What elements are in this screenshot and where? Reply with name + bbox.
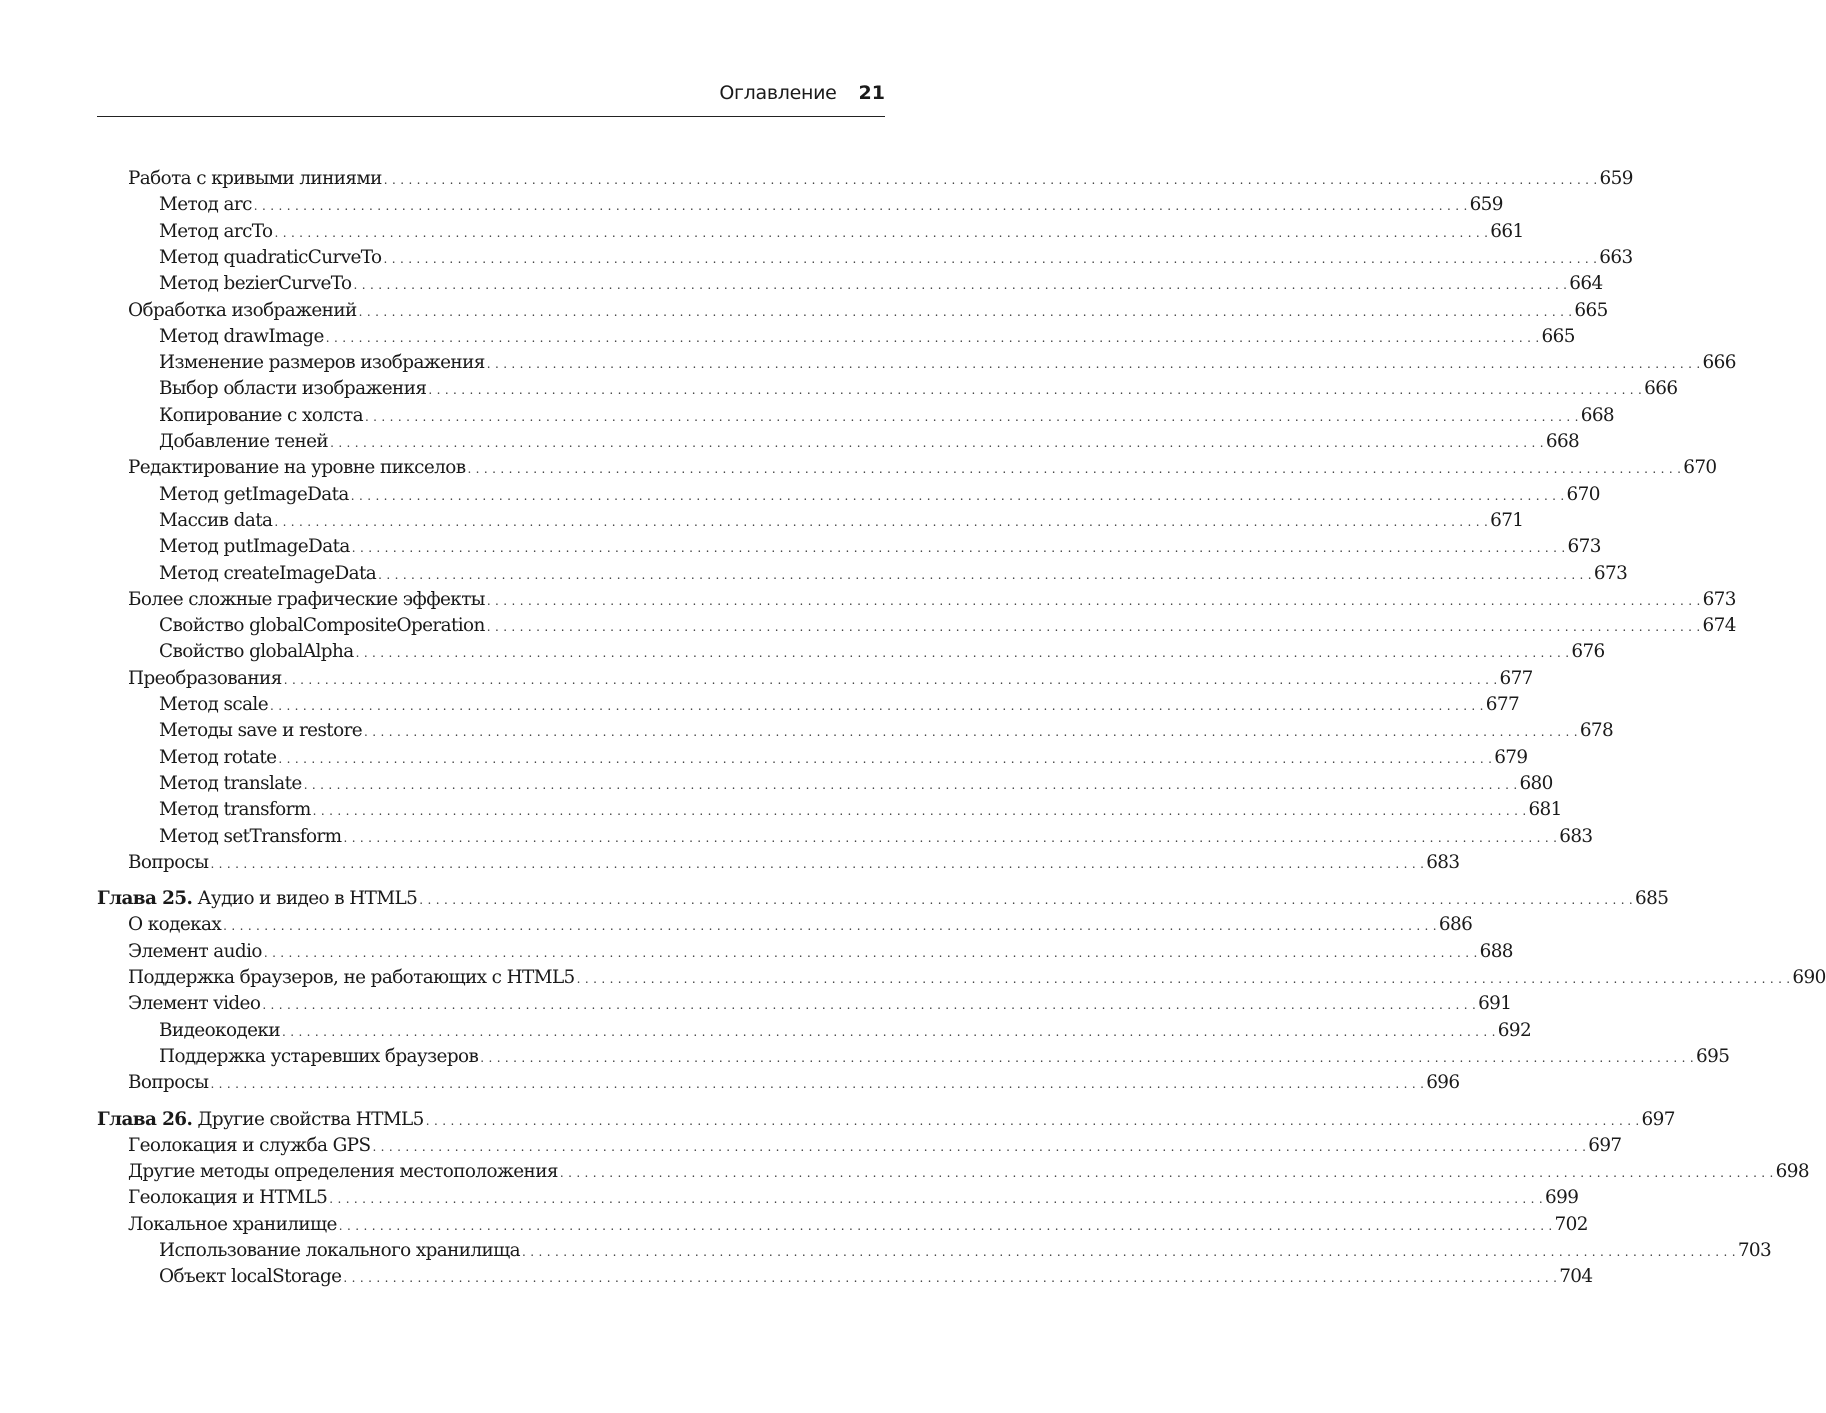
toc-entry-page-number: 680 xyxy=(1519,772,1553,794)
toc-entry-label xyxy=(159,613,485,639)
dot-leader: . . . . . . . . . . . . . . . . . . . . . . . . . . . . . . . . . . . . . . . . . . . . . . . . . . . . . . . . . . . . . . . . . . . . . . . . . . . . . . . . . . . . . . . . . . . . . . . . . . . . . . . . . . . . . . . . . . . . . . . . . . . . . . . . . . . . . . . . . . . . . . . . . . . . xyxy=(274,514,1489,529)
toc-entry-title: Метод scale xyxy=(159,694,268,715)
toc-entry-title: Массив data xyxy=(159,509,273,531)
toc-entry-label xyxy=(159,429,328,455)
toc-entry-title: Поддержка браузеров, не работающих с HTML5 xyxy=(128,967,575,988)
toc-entry-page-number: 668 xyxy=(1580,404,1615,426)
toc-entry-title: Метод arcTo xyxy=(159,220,273,242)
toc-entry[interactable] xyxy=(159,824,1593,850)
toc-entry-page-number: 671 xyxy=(1490,509,1524,531)
dot-leader: . . . . . . . . . . . . . . . . . . . . . . . . . . . . . . . . . . . . . . . . . . . . . . . . . . . . . . . . . . . . . . . . . . . . . . . . . . . . . . . . . . . . . . . . . . . . . . . . . . . . . . . . . . . . . . . . . . . . . . . . . . . . . . . . . . . . . . . . . . . . . . . . . . . . xyxy=(378,567,1592,582)
toc-entry-page-number: 666 xyxy=(1702,352,1736,374)
toc-entry-title: Объект localStorage xyxy=(159,1266,342,1288)
toc-entry-label xyxy=(128,850,208,876)
toc-entry-page-number: 703 xyxy=(1737,1240,1772,1261)
toc-entry[interactable] xyxy=(159,324,1575,350)
dot-leader: . . . . . . . . . . . . . . . . . . . . . . . . . . . . . . . . . . . . . . . . . . . . . . . . . . . . . . . . . . . . . . . . . . . . . . . . . . . . . . . . . . . . . . . . . . . . . . . . . . . . . . . . . . . . . . . . . . . . . . . . . . . . . . . . . . . . . . . . . . . . . . . . . . . . xyxy=(210,1077,1425,1092)
toc-entry-title: Редактирование на уровне пикселов xyxy=(128,457,466,479)
dot-leader: . . . . . . . . . . . . . . . . . . . . . . . . . . . . . . . . . . . . . . . . . . . . . . . . . . . . . . . . . . . . . . . . . . . . . . . . . . . . . . . . . . . . . . . . . . . . . . . . . . . . . . . . . . . . . . . . . . . . . . . . . . . . . . . . . . . . . . . . . . . . . . . . . . . . xyxy=(559,1166,1774,1181)
toc-entry-title: Метод setTransform xyxy=(159,825,342,847)
toc-entry-title: Геолокация и служба GPS xyxy=(128,1134,371,1156)
dot-leader: . . . . . . . . . . . . . . . . . . . . . . . . . . . . . . . . . . . . . . . . . . . . . . . . . . . . . . . . . . . . . . . . . . . . . . . . . . . . . . . . . . . . . . . . . . . . . . . . . . . . . . . . . . . . . . . . . . . . . . . . . . . . . . . . . . . . . . . . . . . . . . . . . . . . xyxy=(312,804,1527,819)
toc-entry-title: Метод arc xyxy=(159,194,252,216)
toc-chapter-entry[interactable] xyxy=(97,886,1669,912)
toc-entry[interactable] xyxy=(159,639,1605,665)
toc-entry-title: Свойство globalCompositeOperation xyxy=(159,615,485,637)
toc-entry-page-number: 674 xyxy=(1702,615,1736,637)
toc-entry-title: Вопросы xyxy=(128,851,209,873)
toc-entry-label xyxy=(159,718,362,744)
toc-entry-label xyxy=(159,482,349,508)
chapter-number: Глава 26. xyxy=(97,1108,193,1130)
toc-entry-label xyxy=(128,587,485,613)
dot-leader: . . . . . . . . . . . . . . . . . . . . . . . . . . . . . . . . . . . . . . . . . . . . . . . . . . . . . . . . . . . . . . . . . . . . . . . . . . . . . . . . . . . . . . . . . . . . . . . . . . . . . . . . . . . . . . . . . . . . . . . . . . . . . . . . . . . . . . . . . . . . . . . . . . . . xyxy=(329,1192,1543,1207)
dot-leader: . . . . . . . . . . . . . . . . . . . . . . . . . . . . . . . . . . . . . . . . . . . . . . . . . . . . . . . . . . . . . . . . . . . . . . . . . . . . . . . . . . . . . . . . . . . . . . . . . . . . . . . . . . . . . . . . . . . . . . . . . . . . . . . . . . . . . . . . . . . . . . . . . . . . xyxy=(353,278,1568,293)
toc-entry-page-number: 661 xyxy=(1490,220,1524,242)
toc-entry-label xyxy=(159,797,311,823)
toc-entry-page-number: 673 xyxy=(1567,536,1601,558)
toc-entry-page-number: 670 xyxy=(1566,483,1600,505)
toc-entry-page-number: 677 xyxy=(1485,694,1520,715)
toc-entry-page-number: 695 xyxy=(1696,1045,1730,1067)
toc-entry-page-number: 673 xyxy=(1593,562,1628,584)
dot-leader: . . . . . . . . . . . . . . . . . . . . . . . . . . . . . . . . . . . . . . . . . . . . . . . . . . . . . . . . . . . . . . . . . . . . . . . . . . . . . . . . . . . . . . . . . . . . . . . . . . . . . . . . . . . . . . . . . . . . . . . . . . . . . . . . . . . . . . . . . . . . . . . . . . . . xyxy=(325,330,1540,345)
toc-entry-label xyxy=(159,219,273,245)
dot-leader: . . . . . . . . . . . . . . . . . . . . . . . . . . . . . . . . . . . . . . . . . . . . . . . . . . . . . . . . . . . . . . . . . . . . . . . . . . . . . . . . . . . . . . . . . . . . . . . . . . . . . . . . . . . . . . . . . . . . . . . . . . . . . . . . . . . . . . . . . . . . . . . . . . . . xyxy=(274,225,1489,240)
toc-entry-label xyxy=(159,534,350,560)
toc-entry[interactable] xyxy=(159,613,1736,639)
toc-entry[interactable] xyxy=(128,166,1633,192)
toc-entry[interactable] xyxy=(159,771,1553,797)
toc-entry[interactable] xyxy=(128,587,1736,613)
toc-entry-page-number: 704 xyxy=(1559,1266,1593,1288)
toc-entry-title: Метод quadraticCurveTo xyxy=(159,246,382,268)
toc-entry-title: Преобразования xyxy=(128,667,282,689)
toc-entry-label xyxy=(128,991,260,1017)
toc-entry-page-number: 659 xyxy=(1469,194,1503,216)
dot-leader: . . . . . . . . . . . . . . . . . . . . . . . . . . . . . . . . . . . . . . . . . . . . . . . . . . . . . . . . . . . . . . . . . . . . . . . . . . . . . . . . . . . . . . . . . . . . . . . . . . . . . . . . . . . . . . . . . . . . . . . . . . . . . . . . . . . . . . . . . . . . . . . . . . . . xyxy=(383,173,1598,187)
toc-entry-title: Метод rotate xyxy=(159,746,277,768)
toc-entry-label xyxy=(159,1044,478,1070)
toc-chapter-entry[interactable] xyxy=(97,1107,1675,1133)
toc-entry[interactable] xyxy=(159,429,1580,455)
toc-entry-title: Методы save и restore xyxy=(159,720,363,742)
toc-entry-title: Обработка изображений xyxy=(128,299,357,321)
dot-leader: . . . . . . . . . . . . . . . . . . . . . . . . . . . . . . . . . . . . . . . . . . . . . . . . . . . . . . . . . . . . . . . . . . . . . . . . . . . . . . . . . . . . . . . . . . . . . . . . . . . . . . . . . . . . . . . . . . . . . . . . . . . . . . . . . . . . . . . . . . . . . . . . . . . . xyxy=(576,972,1791,986)
toc-entry-label xyxy=(128,1185,327,1211)
toc-entry-label xyxy=(128,1212,337,1238)
toc-entry-title: Метод translate xyxy=(159,772,302,794)
toc-entry[interactable] xyxy=(159,1264,1593,1290)
toc-entry-label xyxy=(159,192,252,218)
toc-entry-page-number: 698 xyxy=(1775,1161,1809,1183)
toc-entry-title: Локальное хранилище xyxy=(128,1213,337,1235)
toc-entry[interactable] xyxy=(159,482,1600,508)
toc-entry-label xyxy=(97,1107,424,1133)
toc-entry[interactable] xyxy=(159,508,1524,534)
toc-entry-title: Работа с кривыми линиями xyxy=(128,168,382,189)
toc-entry-page-number: 663 xyxy=(1599,246,1633,268)
toc-entry-label xyxy=(128,912,221,938)
dot-leader: . . . . . . . . . . . . . . . . . . . . . . . . . . . . . . . . . . . . . . . . . . . . . . . . . . . . . . . . . . . . . . . . . . . . . . . . . . . . . . . . . . . . . . . . . . . . . . . . . . . . . . . . . . . . . . . . . . . . . . . . . . . . . . . . . . . . . . . . . . . . . . . . . . . . xyxy=(355,646,1570,661)
toc-entry-label xyxy=(159,245,382,271)
dot-leader: . . . . . . . . . . . . . . . . . . . . . . . . . . . . . . . . . . . . . . . . . . . . . . . . . . . . . . . . . . . . . . . . . . . . . . . . . . . . . . . . . . . . . . . . . . . . . . . . . . . . . . . . . . . . . . . . . . . . . . . . . . . . . . . . . . . . . . . . . . . . . . . . . . . . xyxy=(350,488,1565,503)
toc-entry-title: Вопросы xyxy=(128,1072,209,1094)
toc-entry-page-number: 686 xyxy=(1438,914,1473,936)
dot-leader: . . . . . . . . . . . . . . . . . . . . . . . . . . . . . . . . . . . . . . . . . . . . . . . . . . . . . . . . . . . . . . . . . . . . . . . . . . . . . . . . . . . . . . . . . . . . . . . . . . . . . . . . . . . . . . . . . . . . . . . . . . . . . . . . . . . . . . . . . . . . . . . . . . . . xyxy=(303,777,1518,792)
dot-leader: . . . . . . . . . . . . . . . . . . . . . . . . . . . . . . . . . . . . . . . . . . . . . . . . . . . . . . . . . . . . . . . . . . . . . . . . . . . . . . . . . . . . . . . . . . . . . . . . . . . . . . . . . . . . . . . . . . . . . . . . . . . . . . . . . . . . . . . . . . . . . . . . . . . . xyxy=(263,945,1478,960)
toc-entry-title: Выбор области изображения xyxy=(159,378,427,400)
dot-leader: . . . . . . . . . . . . . . . . . . . . . . . . . . . . . . . . . . . . . . . . . . . . . . . . . . . . . . . . . . . . . . . . . . . . . . . . . . . . . . . . . . . . . . . . . . . . . . . . . . . . . . . . . . . . . . . . . . . . . . . . . . . . . . . . . . . . . . . . . . . . . . . . . . . . xyxy=(281,1024,1496,1039)
toc-entry[interactable] xyxy=(128,850,1460,876)
toc-entry[interactable] xyxy=(128,939,1513,965)
toc-entry-label xyxy=(159,692,268,718)
toc-entry[interactable] xyxy=(128,1070,1460,1096)
toc-entry-page-number: 690 xyxy=(1792,967,1826,988)
toc-entry-page-number: 692 xyxy=(1497,1019,1532,1041)
toc-entry-page-number: 681 xyxy=(1528,799,1562,821)
dot-leader: . . . . . . . . . . . . . . . . . . . . . . . . . . . . . . . . . . . . . . . . . . . . . . . . . . . . . . . . . . . . . . . . . . . . . . . . . . . . . . . . . . . . . . . . . . . . . . . . . . . . . . . . . . . . . . . . . . . . . . . . . . . . . . . . . . . . . . . . . . . . . . . . . . . . xyxy=(343,830,1558,845)
toc-entry-label xyxy=(159,639,354,665)
toc-entry[interactable] xyxy=(159,1044,1730,1070)
dot-leader: . . . . . . . . . . . . . . . . . . . . . . . . . . . . . . . . . . . . . . . . . . . . . . . . . . . . . . . . . . . . . . . . . . . . . . . . . . . . . . . . . . . . . . . . . . . . . . . . . . . . . . . . . . . . . . . . . . . . . . . . . . . . . . . . . . . . . . . . . . . . . . . . . . . . xyxy=(330,436,1544,450)
toc-entry-label xyxy=(159,403,363,429)
dot-leader: . . . . . . . . . . . . . . . . . . . . . . . . . . . . . . . . . . . . . . . . . . . . . . . . . . . . . . . . . . . . . . . . . . . . . . . . . . . . . . . . . . . . . . . . . . . . . . . . . . . . . . . . . . . . . . . . . . . . . . . . . . . . . . . . . . . . . . . . . . . . . . . . . . . . xyxy=(486,620,1701,635)
toc-entry-label xyxy=(159,271,352,297)
toc-entry-page-number: 679 xyxy=(1494,746,1528,768)
toc-entry[interactable] xyxy=(159,219,1524,245)
toc-entry-label xyxy=(128,298,357,324)
dot-leader: . . . . . . . . . . . . . . . . . . . . . . . . . . . . . . . . . . . . . . . . . . . . . . . . . . . . . . . . . . . . . . . . . . . . . . . . . . . . . . . . . . . . . . . . . . . . . . . . . . . . . . . . . . . . . . . . . . . . . . . . . . . . . . . . . . . . . . . . . . . . . . . . . . . . xyxy=(253,199,1468,214)
toc-entry-title: Использование локального хранилища xyxy=(159,1240,521,1261)
toc-entry-label xyxy=(159,1264,341,1290)
dot-leader: . . . . . . . . . . . . . . . . . . . . . . . . . . . . . . . . . . . . . . . . . . . . . . . . . . . . . . . . . . . . . . . . . . . . . . . . . . . . . . . . . . . . . . . . . . . . . . . . . . . . . . . . . . . . . . . . . . . . . . . . . . . . . . . . . . . . . . . . . . . . . . . . . . . . xyxy=(419,893,1634,908)
toc-entry-title: Добавление теней xyxy=(159,431,329,452)
toc-entry[interactable] xyxy=(128,1185,1579,1211)
dot-leader: . . . . . . . . . . . . . . . . . . . . . . . . . . . . . . . . . . . . . . . . . . . . . . . . . . . . . . . . . . . . . . . . . . . . . . . . . . . . . . . . . . . . . . . . . . . . . . . . . . . . . . . . . . . . . . . . . . . . . . . . . . . . . . . . . . . . . . . . . . . . . . . . . . . . xyxy=(358,304,1573,319)
toc-entry-title: Элемент video xyxy=(128,993,261,1015)
toc-entry-title: Геолокация и HTML5 xyxy=(128,1187,328,1209)
toc-entry-page-number: 691 xyxy=(1478,993,1512,1015)
toc-entry-label xyxy=(128,166,382,192)
dot-leader: . . . . . . . . . . . . . . . . . . . . . . . . . . . . . . . . . . . . . . . . . . . . . . . . . . . . . . . . . . . . . . . . . . . . . . . . . . . . . . . . . . . . . . . . . . . . . . . . . . . . . . . . . . . . . . . . . . . . . . . . . . . . . . . . . . . . . . . . . . . . . . . . . . . . xyxy=(338,1218,1553,1233)
toc-entry-label xyxy=(159,1238,520,1264)
toc-entry-label xyxy=(159,376,426,402)
toc-entry-label xyxy=(159,324,324,350)
toc-entry[interactable] xyxy=(159,561,1628,587)
toc-entry-page-number: 670 xyxy=(1683,457,1717,479)
toc-entry-title: Другие свойства HTML5 xyxy=(197,1108,424,1130)
toc-entry-label xyxy=(128,1159,558,1185)
toc-entry[interactable] xyxy=(159,271,1603,297)
toc-entry-page-number: 696 xyxy=(1426,1072,1460,1094)
toc-entry-title: Метод transform xyxy=(159,799,311,821)
toc-entry-label xyxy=(128,965,575,991)
toc-entry[interactable] xyxy=(159,376,1678,402)
toc-entry-page-number: 664 xyxy=(1569,273,1603,295)
dot-leader: . . . . . . . . . . . . . . . . . . . . . . . . . . . . . . . . . . . . . . . . . . . . . . . . . . . . . . . . . . . . . . . . . . . . . . . . . . . . . . . . . . . . . . . . . . . . . . . . . . . . . . . . . . . . . . . . . . . . . . . . . . . . . . . . . . . . . . . . . . . . . . . . . . . . xyxy=(270,699,1484,713)
toc-entry[interactable] xyxy=(159,192,1503,218)
toc-entry[interactable] xyxy=(159,245,1633,271)
toc-entry-title: Другие методы определения местоположения xyxy=(128,1161,558,1183)
toc-entry-label xyxy=(159,824,341,850)
toc-entry[interactable] xyxy=(159,350,1736,376)
toc-entry-title: Элемент audio xyxy=(128,940,262,962)
toc-entry[interactable] xyxy=(128,991,1512,1017)
toc-entry[interactable] xyxy=(159,403,1615,429)
toc-entry-title: Изменение размеров изображения xyxy=(159,352,485,374)
toc-entry[interactable] xyxy=(128,1159,1809,1185)
toc-entry[interactable] xyxy=(128,1133,1622,1159)
toc-entry-label xyxy=(159,508,272,534)
toc-entry[interactable] xyxy=(128,1212,1588,1238)
toc-entry[interactable] xyxy=(128,455,1717,481)
dot-leader: . . . . . . . . . . . . . . . . . . . . . . . . . . . . . . . . . . . . . . . . . . . . . . . . . . . . . . . . . . . . . . . . . . . . . . . . . . . . . . . . . . . . . . . . . . . . . . . . . . . . . . . . . . . . . . . . . . . . . . . . . . . . . . . . . . . . . . . . . . . . . . . . . . . . xyxy=(428,383,1643,398)
toc-entry-page-number: 678 xyxy=(1579,720,1614,742)
dot-leader: . . . . . . . . . . . . . . . . . . . . . . . . . . . . . . . . . . . . . . . . . . . . . . . . . . . . . . . . . . . . . . . . . . . . . . . . . . . . . . . . . . . . . . . . . . . . . . . . . . . . . . . . . . . . . . . . . . . . . . . . . . . . . . . . . . . . . . . . . . . . . . . . . . . . xyxy=(425,1113,1640,1128)
running-header-section-title: Оглавление xyxy=(719,82,837,104)
toc-entry[interactable] xyxy=(128,298,1608,324)
dot-leader: . . . . . . . . . . . . . . . . . . . . . . . . . . . . . . . . . . . . . . . . . . . . . . . . . . . . . . . . . . . . . . . . . . . . . . . . . . . . . . . . . . . . . . . . . . . . . . . . . . . . . . . . . . . . . . . . . . . . . . . . . . . . . . . . . . . . . . . . . . . . . . . . . . . . xyxy=(467,462,1682,477)
toc-entry-label xyxy=(97,886,417,912)
dot-leader: . . . . . . . . . . . . . . . . . . . . . . . . . . . . . . . . . . . . . . . . . . . . . . . . . . . . . . . . . . . . . . . . . . . . . . . . . . . . . . . . . . . . . . . . . . . . . . . . . . . . . . . . . . . . . . . . . . . . . . . . . . . . . . . . . . . . . . . . . . . . . . . . . . . . xyxy=(372,1139,1587,1154)
toc-entry-page-number: 666 xyxy=(1644,378,1678,400)
toc-entry-label xyxy=(128,1133,370,1159)
dot-leader: . . . . . . . . . . . . . . . . . . . . . . . . . . . . . . . . . . . . . . . . . . . . . . . . . . . . . . . . . . . . . . . . . . . . . . . . . . . . . . . . . . . . . . . . . . . . . . . . . . . . . . . . . . . . . . . . . . . . . . . . . . . . . . . . . . . . . . . . . . . . . . . . . . . . xyxy=(278,751,1493,766)
dot-leader: . . . . . . . . . . . . . . . . . . . . . . . . . . . . . . . . . . . . . . . . . . . . . . . . . . . . . . . . . . . . . . . . . . . . . . . . . . . . . . . . . . . . . . . . . . . . . . . . . . . . . . . . . . . . . . . . . . . . . . . . . . . . . . . . . . . . . . . . . . . . . . . . . . . . xyxy=(364,409,1579,424)
toc-entry[interactable] xyxy=(159,1238,1772,1264)
dot-leader: . . . . . . . . . . . . . . . . . . . . . . . . . . . . . . . . . . . . . . . . . . . . . . . . . . . . . . . . . . . . . . . . . . . . . . . . . . . . . . . . . . . . . . . . . . . . . . . . . . . . . . . . . . . . . . . . . . . . . . . . . . . . . . . . . . . . . . . . . . . . . . . . . . . . xyxy=(480,1050,1694,1065)
toc-entry-label xyxy=(128,939,262,965)
toc-entry-page-number: 688 xyxy=(1479,940,1513,962)
toc-entry-page-number: 676 xyxy=(1571,641,1605,663)
toc-entry-title: Копирование с холста xyxy=(159,404,363,426)
dot-leader: . . . . . . . . . . . . . . . . . . . . . . . . . . . . . . . . . . . . . . . . . . . . . . . . . . . . . . . . . . . . . . . . . . . . . . . . . . . . . . . . . . . . . . . . . . . . . . . . . . . . . . . . . . . . . . . . . . . . . . . . . . . . . . . . . . . . . . . . . . . . . . . . . . . . xyxy=(522,1245,1736,1259)
dot-leader: . . . . . . . . . . . . . . . . . . . . . . . . . . . . . . . . . . . . . . . . . . . . . . . . . . . . . . . . . . . . . . . . . . . . . . . . . . . . . . . . . . . . . . . . . . . . . . . . . . . . . . . . . . . . . . . . . . . . . . . . . . . . . . . . . . . . . . . . . . . . . . . . . . . . xyxy=(364,725,1578,740)
toc-entry-label xyxy=(159,1018,280,1044)
toc-entry-title: Метод putImageData xyxy=(159,536,350,558)
page-number: 21 xyxy=(858,82,885,104)
toc-entry-page-number: 659 xyxy=(1599,168,1633,189)
toc-entry-page-number: 668 xyxy=(1545,431,1580,452)
toc-entry-title: Аудио и видео в HTML5 xyxy=(197,888,418,910)
toc-entry-title: Метод bezierCurveTo xyxy=(159,273,352,295)
dot-leader: . . . . . . . . . . . . . . . . . . . . . . . . . . . . . . . . . . . . . . . . . . . . . . . . . . . . . . . . . . . . . . . . . . . . . . . . . . . . . . . . . . . . . . . . . . . . . . . . . . . . . . . . . . . . . . . . . . . . . . . . . . . . . . . . . . . . . . . . . . . . . . . . . . . . xyxy=(283,672,1498,687)
toc-entry-title: Свойство globalAlpha xyxy=(159,641,354,663)
toc-entry-page-number: 685 xyxy=(1635,888,1669,910)
toc-entry[interactable] xyxy=(159,745,1528,771)
toc-entry-label xyxy=(159,350,485,376)
toc-entry-label xyxy=(128,666,282,692)
toc-entry[interactable] xyxy=(159,718,1614,744)
toc-entry-label xyxy=(159,745,276,771)
toc-entry-page-number: 702 xyxy=(1554,1213,1588,1235)
toc-entry[interactable] xyxy=(159,534,1601,560)
toc-entry-page-number: 699 xyxy=(1545,1187,1579,1209)
toc-entry-title: Метод drawImage xyxy=(159,325,324,347)
toc-entry-label xyxy=(159,561,376,587)
toc-entry-title: Поддержка устаревших браузеров xyxy=(159,1045,479,1067)
toc-entry-label xyxy=(159,771,302,797)
toc-entry[interactable] xyxy=(128,666,1533,692)
toc-entry-title: Метод createImageData xyxy=(159,562,377,584)
toc-entry-label xyxy=(128,455,465,481)
toc-entry-page-number: 665 xyxy=(1574,299,1608,321)
toc-entry-title: Метод getImageData xyxy=(159,483,349,505)
dot-leader: . . . . . . . . . . . . . . . . . . . . . . . . . . . . . . . . . . . . . . . . . . . . . . . . . . . . . . . . . . . . . . . . . . . . . . . . . . . . . . . . . . . . . . . . . . . . . . . . . . . . . . . . . . . . . . . . . . . . . . . . . . . . . . . . . . . . . . . . . . . . . . . . . . . . xyxy=(210,856,1425,871)
toc-entry-page-number: 683 xyxy=(1426,851,1460,873)
dot-leader: . . . . . . . . . . . . . . . . . . . . . . . . . . . . . . . . . . . . . . . . . . . . . . . . . . . . . . . . . . . . . . . . . . . . . . . . . . . . . . . . . . . . . . . . . . . . . . . . . . . . . . . . . . . . . . . . . . . . . . . . . . . . . . . . . . . . . . . . . . . . . . . . . . . . xyxy=(383,251,1598,266)
toc-entry-page-number: 665 xyxy=(1541,325,1575,347)
dot-leader: . . . . . . . . . . . . . . . . . . . . . . . . . . . . . . . . . . . . . . . . . . . . . . . . . . . . . . . . . . . . . . . . . . . . . . . . . . . . . . . . . . . . . . . . . . . . . . . . . . . . . . . . . . . . . . . . . . . . . . . . . . . . . . . . . . . . . . . . . . . . . . . . . . . . xyxy=(486,593,1701,608)
dot-leader: . . . . . . . . . . . . . . . . . . . . . . . . . . . . . . . . . . . . . . . . . . . . . . . . . . . . . . . . . . . . . . . . . . . . . . . . . . . . . . . . . . . . . . . . . . . . . . . . . . . . . . . . . . . . . . . . . . . . . . . . . . . . . . . . . . . . . . . . . . . . . . . . . . . . xyxy=(351,541,1566,556)
dot-leader: . . . . . . . . . . . . . . . . . . . . . . . . . . . . . . . . . . . . . . . . . . . . . . . . . . . . . . . . . . . . . . . . . . . . . . . . . . . . . . . . . . . . . . . . . . . . . . . . . . . . . . . . . . . . . . . . . . . . . . . . . . . . . . . . . . . . . . . . . . . . . . . . . . . . xyxy=(486,357,1701,372)
toc-entry-title: Видеокодеки xyxy=(159,1019,280,1041)
toc-entry-page-number: 697 xyxy=(1641,1108,1675,1130)
toc-entry-label xyxy=(128,1070,208,1096)
toc-entry-title: Более сложные графические эффекты xyxy=(128,588,485,610)
toc-entry[interactable] xyxy=(128,965,1826,991)
dot-leader: . . . . . . . . . . . . . . . . . . . . . . . . . . . . . . . . . . . . . . . . . . . . . . . . . . . . . . . . . . . . . . . . . . . . . . . . . . . . . . . . . . . . . . . . . . . . . . . . . . . . . . . . . . . . . . . . . . . . . . . . . . . . . . . . . . . . . . . . . . . . . . . . . . . . xyxy=(343,1271,1558,1286)
toc-entry-title: О кодеках xyxy=(128,914,222,936)
toc-entry-page-number: 673 xyxy=(1702,588,1736,610)
toc-entry[interactable] xyxy=(159,692,1520,718)
toc-entry-page-number: 677 xyxy=(1499,667,1533,689)
toc-entry-page-number: 683 xyxy=(1559,825,1593,847)
dot-leader: . . . . . . . . . . . . . . . . . . . . . . . . . . . . . . . . . . . . . . . . . . . . . . . . . . . . . . . . . . . . . . . . . . . . . . . . . . . . . . . . . . . . . . . . . . . . . . . . . . . . . . . . . . . . . . . . . . . . . . . . . . . . . . . . . . . . . . . . . . . . . . . . . . . . xyxy=(223,919,1437,934)
toc-entry[interactable] xyxy=(159,1018,1532,1044)
toc-entry[interactable] xyxy=(128,912,1473,938)
toc-entry[interactable] xyxy=(159,797,1562,823)
dot-leader: . . . . . . . . . . . . . . . . . . . . . . . . . . . . . . . . . . . . . . . . . . . . . . . . . . . . . . . . . . . . . . . . . . . . . . . . . . . . . . . . . . . . . . . . . . . . . . . . . . . . . . . . . . . . . . . . . . . . . . . . . . . . . . . . . . . . . . . . . . . . . . . . . . . . xyxy=(262,998,1477,1013)
chapter-number: Глава 25. xyxy=(97,888,193,910)
toc-entry-page-number: 697 xyxy=(1588,1134,1622,1156)
